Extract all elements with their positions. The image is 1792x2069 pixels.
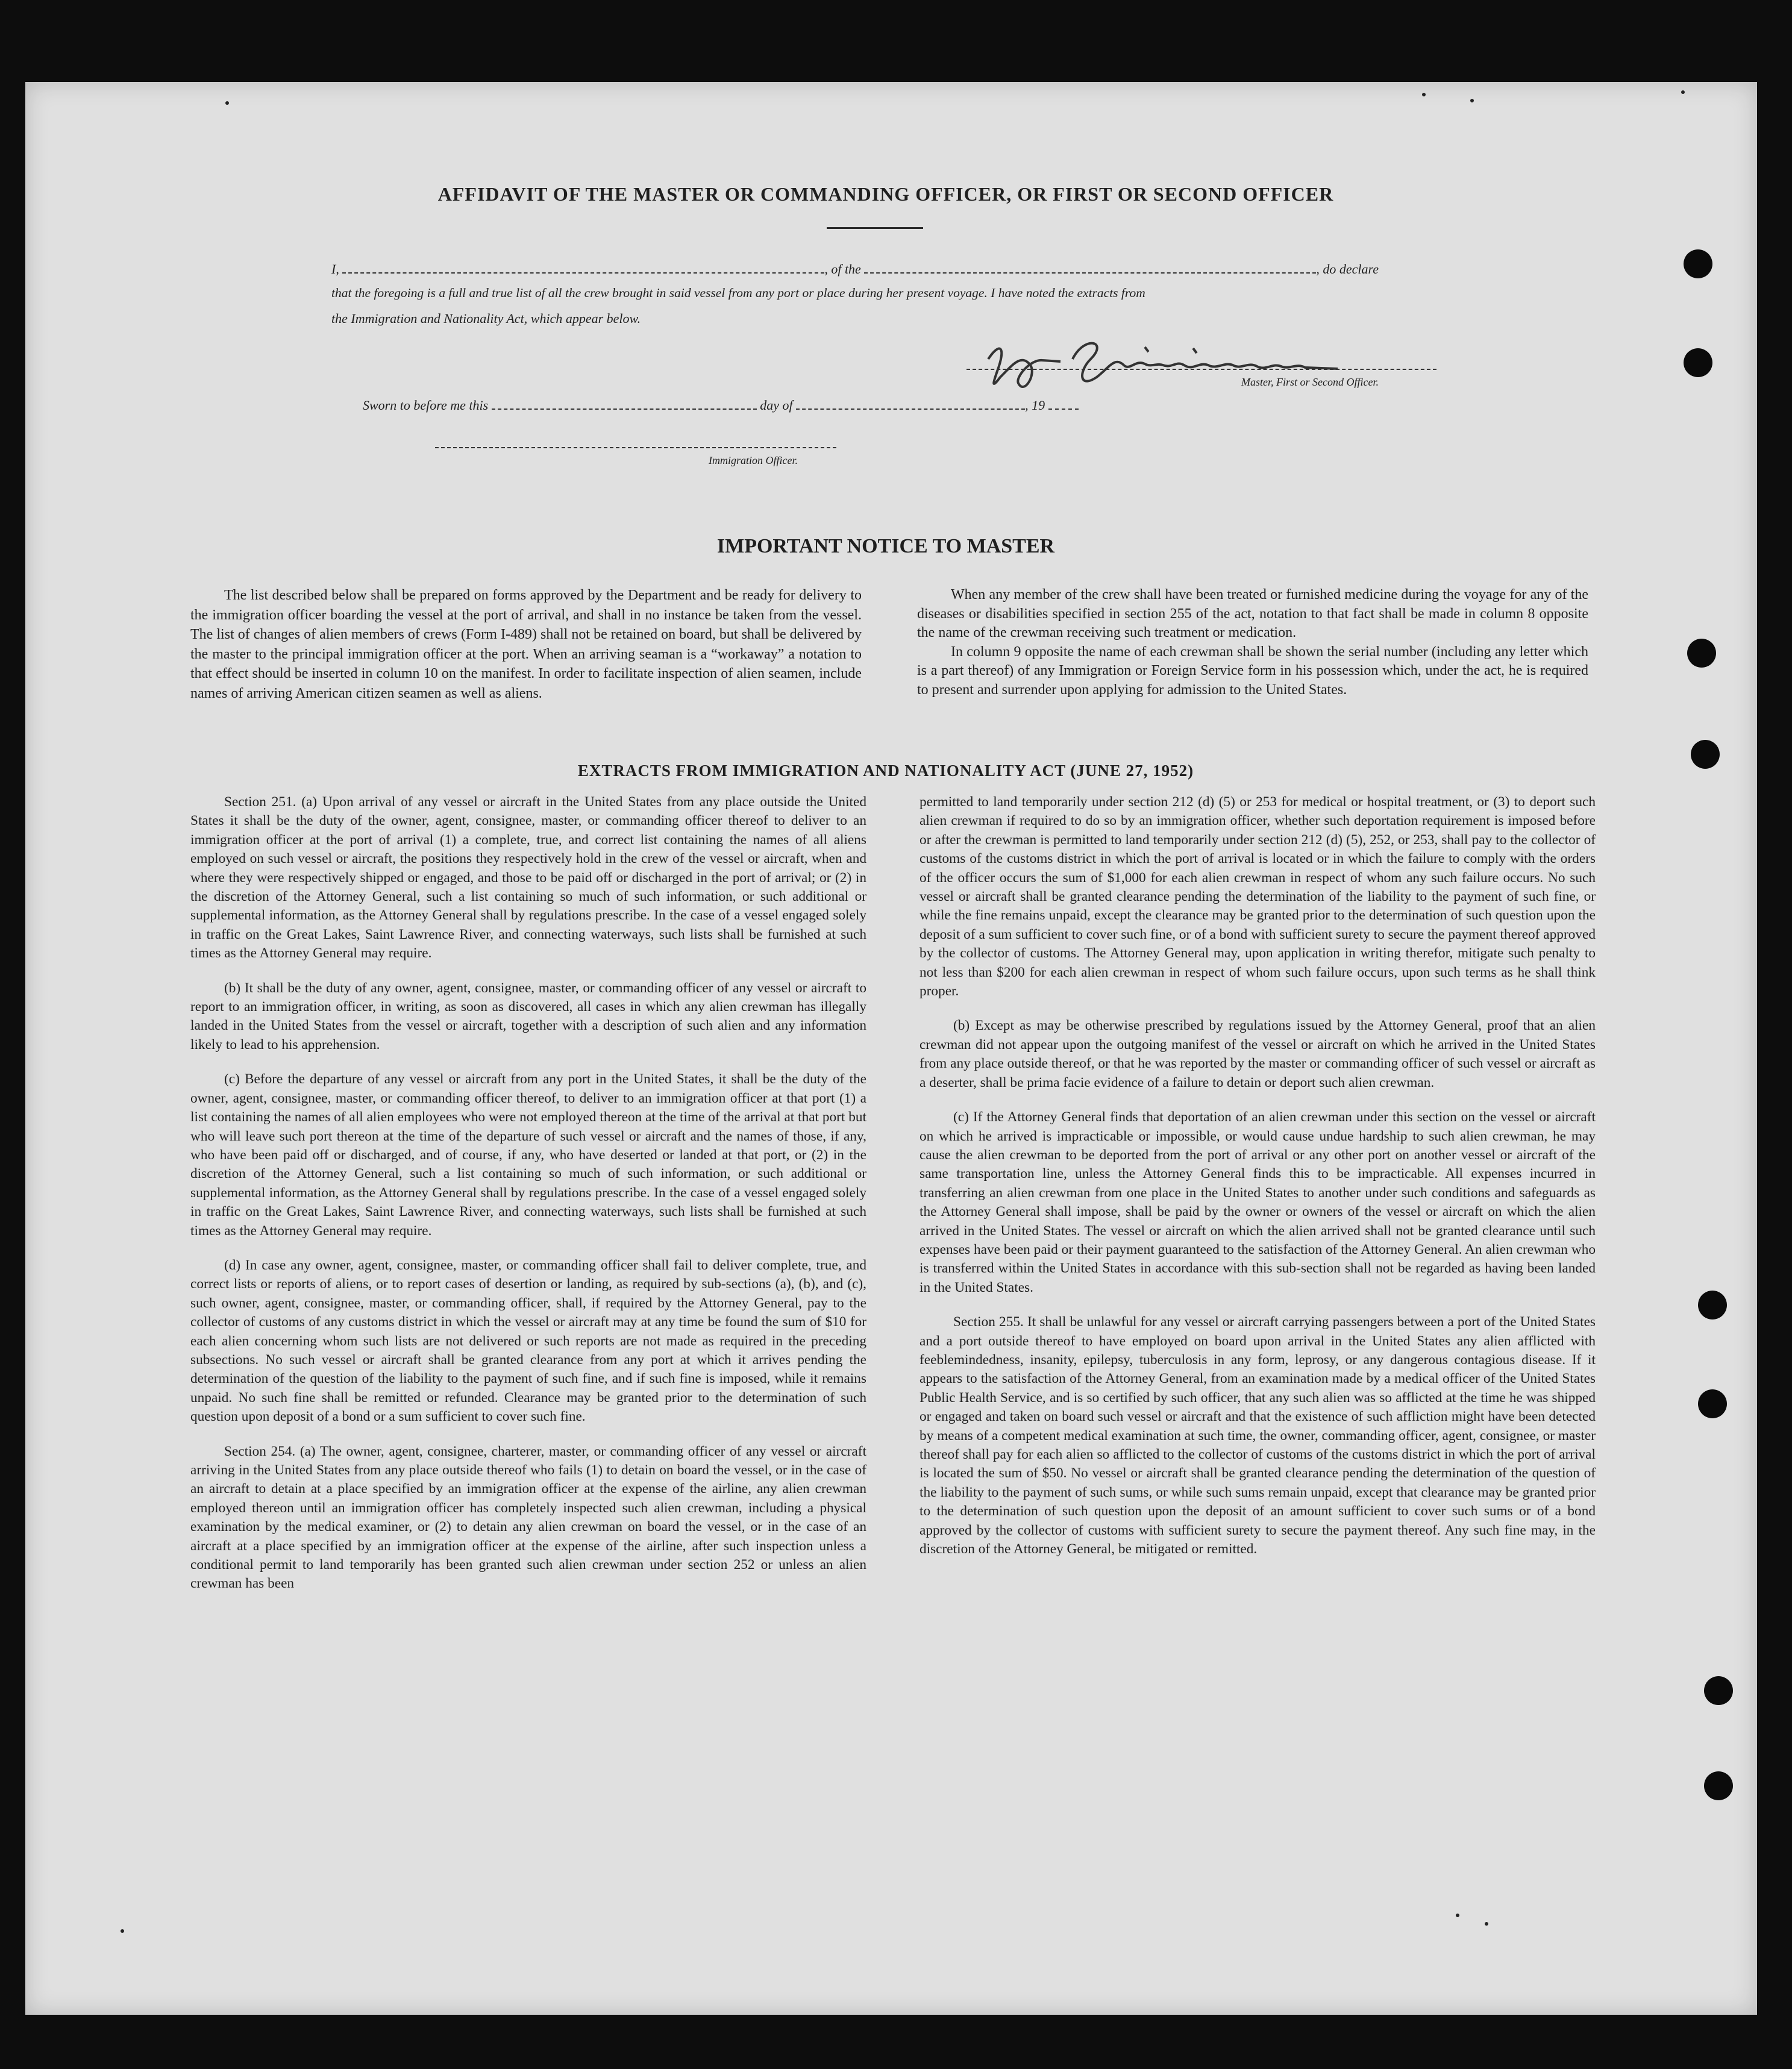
speck xyxy=(1485,1922,1488,1926)
signature-image xyxy=(964,323,1398,401)
extract-section-254a: Section 254. (a) The owner, agent, consignee, charterer, master, or commanding officer of any vessel or aircraft arriving in the United States from any place outside thereof who fails (1) to detain on board the vessel, or in the case of an aircraft to detain at a place specified by an immigration officer at the expense of the airline, any alien crewman employed thereon until an immigration officer has completely inspected such alien crewman, including a physical examination by the medical examiner, or (2) to detain any alien crewman on board the vessel, or in the case of an aircraft at a place specified by an immigration officer at the expense of the airline, after such inspection unless a conditional permit to land temporarily has been granted such alien crewman under section 252 or unless an alien crewman has been xyxy=(190,1443,866,1592)
extracts-right-column xyxy=(919,793,1596,1559)
speck xyxy=(1681,90,1685,94)
extract-section-251b: (b) It shall be the duty of any owner, agent, consignee, master, or commanding officer of any vessel or aircraft to report to an immigration officer, in writing, as soon as discovered, all cases in which any alien crewman has illegally landed in the United States from the vessel or aircraft, together with a description of such alien and any information likely to lead to his apprehension. xyxy=(190,980,866,1053)
punch-hole xyxy=(1691,740,1720,769)
title-underline xyxy=(827,227,923,229)
extract-section-251c: (c) Before the departure of any vessel or aircraft from any port in the United States, it shall be the duty of the owner, agent, consignee, master, or commanding officer thereof, to deliver to an immigration officer at that port (1) a list containing the names of all alien employees who were not employed thereon at the time of the arrival at that port but who will leave such port thereon at the time of the departure of such vessel or aircraft and the names of those, if any, who have been paid off or discharged, and of course, if any, who have deserted or landed at that port, or (2) in the discretion of the Attorney General, such a list containing so much of such information, or such additional or supplemental information, as the Attorney General shall by regulations prescribe. In the case of a vessel engaged solely in traffic on the Great Lakes, Saint Lawrence River, and connecting waterways, such lists shall be furnished at such times as the Attorney General may require. xyxy=(190,1071,866,1239)
punch-hole xyxy=(1684,249,1712,278)
speck xyxy=(1422,93,1426,96)
notice-left-paragraph: The list described below shall be prepared on forms approved by the Department and be ready for delivery to the immigration officer boarding the vessel at the port of arrival, and shall in no instance be taken from the vessel. The list of changes of alien members of crews (Form I-489) shall not be retained on board, but shall be delivered by the master to the principal immigration officer at the port. When an arriving seaman is a “workaway” a notation to that effect should be inserted in column 10 on the manifest. In order to facilitate inspection of alien seamen, include names of arriving American citizen seamen as well as aliens. xyxy=(190,587,862,701)
i-label: I, xyxy=(331,261,339,277)
speck xyxy=(1456,1914,1459,1917)
officer-label: Immigration Officer. xyxy=(709,454,798,466)
do-declare-label: , do declare xyxy=(1316,261,1379,277)
punch-hole xyxy=(1704,1771,1733,1800)
punch-hole xyxy=(1698,1291,1727,1319)
year-label: , 19 xyxy=(1025,398,1045,413)
extract-section-251a: Section 251. (a) Upon arrival of any vessel or aircraft in the United States from any place outside the United States it shall be the duty of the owner, agent, consignee, master, or commanding officer thereof to deliver to an immigration officer at the port of arrival (1) a complete, true, and correct list containing the names of all aliens employed on such vessel or aircraft, the positions they respectively hold in the crew of the vessel or aircraft, when and where they were respectively shipped or engaged, and those to be paid off or discharged in the port of arrival; or (2) in the discretion of the Attorney General, such a list containing so much of such information, or such additional or supplemental information, as the Attorney General shall by regulations prescribe. In the case of a vessel engaged solely in traffic on the Great Lakes, Saint Lawrence River, and connecting waterways, such lists shall be furnished at such times as the Attorney General may require. xyxy=(190,794,866,962)
extracts-left-column xyxy=(190,793,866,1594)
speck xyxy=(225,101,229,105)
extract-section-251d: (d) In case any owner, agent, consignee, master, or commanding officer shall fail to deliver complete, true, and correct lists or reports of aliens, or to report cases of desertion or landing, as required by sub-sections (a), (b), and (c), such owner, agent, consignee, master, or commanding officer, shall, if required by the Attorney General, pay to the collector of customs of any customs district in which the vessel or aircraft may at any time be found the sum of $10 for each alien concerning whom such lists are not delivered or such reports are not made as required in the preceding subsections. No such vessel or aircraft shall be granted clearance from any port at which it arrives pending the determination of the question of the liability to the payment of such fine, and if such fine is imposed, while it remains unpaid. No such fine shall be remitted or refunded. Clearance may be granted prior to the determination of such question upon deposit of a bond or a sum sufficient to cover such fine. xyxy=(190,1257,866,1425)
extract-section-254c: (c) If the Attorney General finds that deportation of an alien crewman under this section on the vessel or aircraft on which he arrived is impracticable or impossible, or would cause undue hardship to such alien crewman, he may cause the alien crewman to be deported from the port of arrival or any other port on another vessel or aircraft of the same transportation line, unless the Attorney General finds this to be impracticable. All expenses incurred in transferring an alien crewman from one place in the United States to another under such conditions and safeguards as the Attorney General shall impose, shall be paid by the owner or owners of the vessel or aircraft on which the alien arrived in the United States. The vessel or aircraft on which the alien arrived shall not be granted clearance until such expenses have been paid or their payment guaranteed to the satisfaction of the Attorney General. An alien crewman who is transferred within the United States in accordance with this sub-section shall not be regarded as having been landed in the United States. xyxy=(919,1109,1596,1295)
punch-hole xyxy=(1698,1389,1727,1418)
year-field[interactable] xyxy=(1048,398,1079,410)
affidavit-title: AFFIDAVIT OF THE MASTER OR COMMANDING OFFICER, OR FIRST OR SECOND OFFICER xyxy=(437,183,1334,205)
officer-line xyxy=(435,447,836,448)
declaration-text: that the foregoing is a full and true list of all the crew brought in said vessel from any port or place during her present voyage. I have noted the extracts from xyxy=(331,286,1145,300)
extracts-title: EXTRACTS FROM IMMIGRATION AND NATIONALITY ACT (JUNE 27, 1952) xyxy=(577,762,1194,780)
speck xyxy=(1470,99,1474,102)
notice-right-paragraph-1: When any member of the crew shall have been treated or furnished medicine during the voyage for any of the diseases or disabilities specified in section 255 of the act, notation to that fact shall be made in column 8 opposite the name of the crewman receiving such treatment or medication. xyxy=(917,587,1588,640)
notice-title: IMPORTANT NOTICE TO MASTER xyxy=(716,535,1055,557)
month-field[interactable] xyxy=(796,398,1025,410)
punch-hole xyxy=(1687,639,1716,668)
speck xyxy=(121,1929,124,1933)
extract-section-254b: (b) Except as may be otherwise prescribed by regulations issued by the Attorney General, proof that an alien crewman did not appear upon the outgoing manifest of the vessel or aircraft on which he arrived in the United States from any place outside thereof, or that he was reported by the master or commanding officer of such vessel or aircraft as a deserter, shall be prima facie evidence of a failure to detain or deport such alien crewman. xyxy=(919,1018,1596,1091)
extract-section-254a-continued: permitted to land temporarily under section 212 (d) (5) or 253 for medical or hospital treatment, or (3) to deport such alien crewman if required to do so by an immigration officer, whether such deportation requirement is imposed before or after the crewman is permitted to land temporarily under section 212 (d) (5), 252, or 253, shall pay to the collector of customs of the customs district in which the port of arrival is located or in which the failure to comply with the orders of the officer occurs the sum of $1,000 for each alien crewman in respect of whom any such failure occurs. No such vessel or aircraft shall be granted clearance pending the determination of the liability to the payment of such fine, or while the fine remains unpaid, except the clearance may be granted prior to the determination of such question upon the deposit of a sum sufficient to cover such fine, or of a bond with sufficient surety to secure the payment thereof approved by the collector of customs. The Attorney General may, upon application in writing therefor, mitigate such penalty to not less than $200 for each alien crewman in respect of whom such failure occurs, upon such terms as he shall think proper. xyxy=(919,794,1596,1000)
day-field[interactable] xyxy=(492,398,757,410)
declaration-line-1 xyxy=(331,261,1440,277)
notice-left-column xyxy=(190,586,862,703)
master-line xyxy=(966,369,1436,370)
punch-hole xyxy=(1684,348,1712,377)
punch-hole xyxy=(1704,1676,1733,1705)
day-of-label: day of xyxy=(760,398,793,413)
name-field[interactable] xyxy=(342,261,824,274)
notice-right-paragraph-2: In column 9 opposite the name of each crewman shall be shown the serial number (including any letter which is a part thereof) of any Immigration or Foreign Service form in his possession which, under the act, he is required to present and surrender upon applying for admission to the United States. xyxy=(917,643,1588,698)
master-label: Master, First or Second Officer. xyxy=(1241,376,1379,388)
sworn-line xyxy=(363,398,1079,413)
declaration-text-2: the Immigration and Nationality Act, which appear below. xyxy=(331,311,641,326)
notice-right-column xyxy=(917,586,1588,700)
sworn-label: Sworn to before me this xyxy=(363,398,489,413)
vessel-field[interactable] xyxy=(864,261,1316,274)
extract-section-255: Section 255. It shall be unlawful for any vessel or aircraft carrying passengers between a port of the United States and a port outside thereof to have employed on board upon arrival in the United States any alien afflicted with feeblemindedness, insanity, epilepsy, tuberculosis in any form, leprosy, or any dangerous contagious disease. If it appears to the satisfaction of the Attorney General, from an examination made by a medical officer of the United States Public Health Service, and is so certified by such officer, that any such alien was so afflicted at the time he was shipped or engaged and taken on board such vessel or aircraft and that the existence of such affliction might have been detected by means of a competent medical examination at such time, the owner, commanding officer, agent, consignee, or master thereof shall pay for each alien so afflicted to the collector of customs of the customs district in which the port of arrival is located the sum of $50. No vessel or aircraft shall be granted clearance pending the determination of the question of the liability to the payment of such sums, or while such sums remain unpaid, except that clearance may be granted prior to the determination of such question upon the deposit of an amount sufficient to cover such sums or of a bond approved by the collector of customs with sufficient surety to secure the payment thereof. Any such fine may, in the discretion of the Attorney General, be mitigated or remitted. xyxy=(919,1314,1596,1557)
of-the-label: , of the xyxy=(824,261,861,277)
